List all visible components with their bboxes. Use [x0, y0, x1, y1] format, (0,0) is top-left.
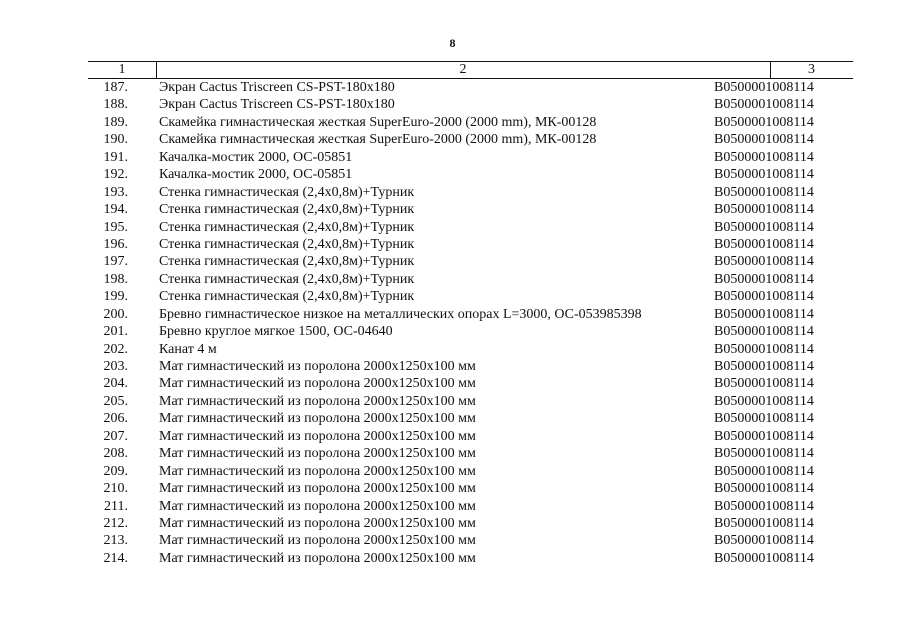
table-row [0, 463, 905, 480]
row-code: B0500001008114 [714, 481, 814, 497]
row-number: 203. [103, 359, 128, 374]
row-number: 212. [103, 515, 128, 531]
row-item-name: Мат гимнастический из поролона 2000x1250x100 мм [159, 498, 476, 514]
row-code: B0500001008114 [714, 341, 814, 357]
row-code: B0500001008114 [714, 463, 814, 479]
row-item-name: Стенка гимнастическая (2,4x0,8м)+Турник [159, 271, 415, 287]
table-row [0, 236, 905, 253]
row-number: 195. [103, 219, 128, 235]
row-item-name: Стенка гимнастическая (2,4x0,8м)+Турник [159, 236, 415, 252]
table-row [0, 550, 905, 567]
row-item-name: Мат гимнастический из поролона 2000x1250x100 мм [159, 533, 476, 549]
table-row [0, 532, 905, 549]
row-item-name: Мат гимнастический из поролона 2000x1250x100 мм [159, 359, 476, 374]
table-row [0, 184, 905, 201]
row-number: 191. [103, 149, 128, 165]
row-number: 204. [103, 376, 128, 392]
row-number: 211. [104, 498, 128, 514]
row-item-name: Мат гимнастический из поролона 2000x1250x100 мм [159, 515, 476, 531]
row-item-name: Качалка-мостик 2000, ОС-05851 [159, 167, 353, 183]
row-code: B0500001008114 [714, 324, 814, 340]
row-number: 189. [103, 114, 128, 130]
row-code: B0500001008114 [714, 428, 814, 444]
column-header-name: 2 [156, 62, 771, 78]
row-code: B0500001008114 [714, 411, 814, 427]
row-number: 193. [103, 184, 128, 200]
row-item-name: Скамейка гимнастическая жесткая SuperEuro-2000 (2000 mm), МК-00128 [159, 114, 597, 130]
table-row [0, 288, 905, 305]
row-item-name: Стенка гимнастическая (2,4x0,8м)+Турник [159, 202, 415, 218]
row-code: B0500001008114 [714, 219, 814, 235]
row-number: 187. [103, 80, 128, 95]
table-row [0, 480, 905, 497]
table-row [0, 306, 905, 323]
row-code: B0500001008114 [714, 167, 814, 183]
row-number: 214. [103, 550, 128, 566]
row-item-name: Мат гимнастический из поролона 2000x1250x100 мм [159, 550, 476, 566]
row-item-name: Мат гимнастический из поролона 2000x1250x100 мм [159, 411, 476, 427]
table-row [0, 498, 905, 515]
row-item-name: Скамейка гимнастическая жесткая SuperEuro-2000 (2000 mm), МК-00128 [159, 132, 597, 148]
row-code: B0500001008114 [714, 132, 814, 148]
row-item-name: Бревно гимнастическое низкое на металлических опорах L=3000, ОС-053985398 [159, 306, 642, 322]
table-row [0, 445, 905, 462]
table-row [0, 96, 905, 113]
row-code: B0500001008114 [714, 271, 814, 287]
row-item-name: Экран Cactus Triscreen CS-PST-180x180 [159, 80, 395, 95]
row-code: B0500001008114 [714, 533, 814, 549]
table-row [0, 253, 905, 270]
row-item-name: Мат гимнастический из поролона 2000x1250x100 мм [159, 428, 476, 444]
row-number: 208. [103, 446, 128, 462]
table-row [0, 323, 905, 340]
row-code: B0500001008114 [714, 80, 814, 95]
row-number: 194. [103, 202, 128, 218]
row-code: B0500001008114 [714, 254, 814, 270]
row-number: 198. [103, 271, 128, 287]
row-code: B0500001008114 [714, 202, 814, 218]
row-code: B0500001008114 [714, 376, 814, 392]
row-number: 201. [103, 324, 128, 340]
row-code: B0500001008114 [714, 184, 814, 200]
row-code: B0500001008114 [714, 306, 814, 322]
row-code: B0500001008114 [714, 236, 814, 252]
row-number: 196. [103, 236, 128, 252]
row-item-name: Мат гимнастический из поролона 2000x1250x100 мм [159, 446, 476, 462]
row-item-name: Мат гимнастический из поролона 2000x1250x100 мм [159, 463, 476, 479]
row-item-name: Мат гимнастический из поролона 2000x1250x100 мм [159, 376, 476, 392]
row-number: 197. [103, 254, 128, 270]
table-row [0, 515, 905, 532]
table-row [0, 375, 905, 392]
table-body [0, 79, 905, 567]
row-item-name: Стенка гимнастическая (2,4x0,8м)+Турник [159, 219, 415, 235]
table-row [0, 393, 905, 410]
row-item-name: Стенка гимнастическая (2,4x0,8м)+Турник [159, 289, 415, 305]
table-row [0, 219, 905, 236]
row-code: B0500001008114 [714, 393, 814, 409]
table-row [0, 428, 905, 445]
row-number: 188. [103, 97, 128, 113]
table-header [88, 62, 853, 79]
row-number: 199. [103, 289, 128, 305]
table-row [0, 114, 905, 131]
row-item-name: Канат 4 м [159, 341, 217, 357]
row-number: 202. [103, 341, 128, 357]
table-row [0, 410, 905, 427]
row-number: 190. [103, 132, 128, 148]
row-code: B0500001008114 [714, 149, 814, 165]
row-number: 213. [103, 533, 128, 549]
table-row [0, 271, 905, 288]
row-number: 200. [103, 306, 128, 322]
table-row [0, 166, 905, 183]
row-code: B0500001008114 [714, 446, 814, 462]
row-code: B0500001008114 [714, 498, 814, 514]
table-row [0, 131, 905, 148]
table-row [0, 201, 905, 218]
row-item-name: Мат гимнастический из поролона 2000x1250x100 мм [159, 481, 476, 497]
table-row [0, 149, 905, 166]
table-row [0, 79, 905, 96]
column-header-code: 3 [808, 62, 815, 77]
table-row [0, 358, 905, 375]
row-item-name: Экран Cactus Triscreen CS-PST-180x180 [159, 97, 395, 113]
row-code: B0500001008114 [714, 289, 814, 305]
row-code: B0500001008114 [714, 359, 814, 374]
row-item-name: Стенка гимнастическая (2,4x0,8м)+Турник [159, 254, 415, 270]
row-number: 205. [103, 393, 128, 409]
row-number: 192. [103, 167, 128, 183]
row-code: B0500001008114 [714, 97, 814, 113]
row-code: B0500001008114 [714, 515, 814, 531]
row-number: 210. [103, 481, 128, 497]
table-row [0, 341, 905, 358]
row-item-name: Бревно круглое мягкое 1500, ОС-04640 [159, 324, 393, 340]
row-number: 209. [103, 463, 128, 479]
page-number: 8 [449, 36, 456, 50]
row-number: 206. [103, 411, 128, 427]
row-code: B0500001008114 [714, 114, 814, 130]
column-header-number: 1 [88, 62, 157, 78]
row-number: 207. [103, 428, 128, 444]
row-item-name: Стенка гимнастическая (2,4x0,8м)+Турник [159, 184, 415, 200]
row-item-name: Качалка-мостик 2000, ОС-05851 [159, 149, 353, 165]
row-code: B0500001008114 [714, 550, 814, 566]
row-item-name: Мат гимнастический из поролона 2000x1250x100 мм [159, 393, 476, 409]
